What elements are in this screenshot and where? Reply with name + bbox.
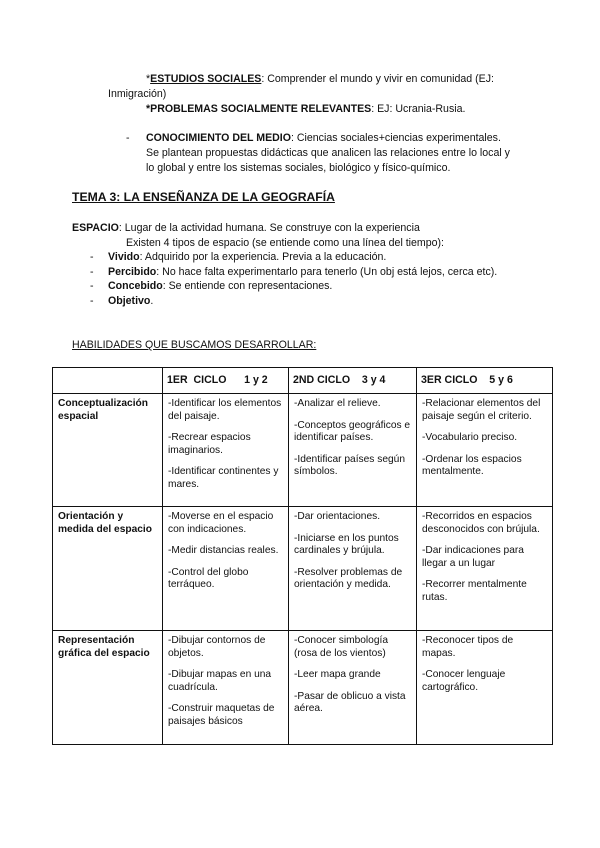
table-cell [417, 394, 553, 507]
cell-text: -Control del globo terráqueo. [168, 566, 249, 591]
table-header [53, 368, 163, 394]
cell-text: -Analizar el relieve. [294, 398, 381, 409]
conocimiento-bullet: - [126, 132, 130, 144]
table-cell [163, 394, 289, 507]
table-row [53, 507, 553, 631]
row-heading: Conceptualización espacial [53, 394, 163, 507]
cell-text: -Reconocer tipos de mapas. [422, 635, 514, 659]
table-cell [289, 631, 417, 745]
table-cell [163, 631, 289, 745]
item-text: . [150, 295, 154, 307]
espacio-label: ESPACIO [72, 222, 119, 234]
cell-text: -Conocer simbología (rosa de los vientos) [294, 635, 388, 659]
conocimiento-text: : Ciencias sociales+ciencias experimentales. [291, 132, 501, 144]
row-heading: Representación gráfica del espacio [53, 631, 163, 745]
conocimiento-line [146, 131, 501, 145]
problemas-label: *PROBLEMAS SOCIALMENTE RELEVANTES [146, 103, 372, 115]
conocimiento-label: CONOCIMIENTO DEL MEDIO [146, 132, 291, 144]
cell-text: -Ordenar los espacios mentalmente. [422, 453, 522, 478]
cell-text: -Resolver problemas de orientación y medida. [294, 566, 403, 591]
cell-text: -Conceptos geográficos e identificar países. [294, 419, 411, 444]
table-cell [417, 507, 553, 631]
espacio-item: - [90, 251, 94, 263]
table-header: 3ER CICLO 5 y 6 [417, 368, 553, 394]
item-label: Vivido [108, 251, 140, 263]
item-label: Percibido [108, 266, 157, 278]
espacio-line [72, 221, 420, 235]
tema-title: TEMA 3: LA ENSEÑANZA DE LA GEOGRAFÍA [72, 190, 335, 204]
item-text: : Se entiende con representaciones. [162, 280, 333, 292]
table-header-row [53, 368, 553, 394]
cell-text: -Recorrer mentalmente rutas. [422, 579, 527, 603]
espacio-item-concebido [108, 279, 332, 293]
cell-text: -Vocabulario preciso. [422, 432, 518, 444]
espacio-item-objetivo [108, 294, 153, 308]
row-heading: Orientación y medida del espacio [53, 507, 163, 631]
espacio-item-percibido [108, 265, 497, 279]
cell-text: -Dibujar mapas en una cuadrícula. [168, 669, 272, 693]
table-cell [417, 631, 553, 745]
cell-text: -Leer mapa grande [294, 669, 381, 681]
espacio-item: - [90, 266, 94, 278]
table-header: 1ER CICLO 1 y 2 [163, 368, 289, 394]
cell-text: -Relacionar elementos del paisaje según el criterio. [422, 398, 541, 422]
habilidades-title: HABILIDADES QUE BUSCAMOS DESARROLLAR: [72, 339, 317, 351]
cell-text: -Pasar de oblicuo a vista aérea. [294, 690, 406, 715]
cell-text: -Medir distancias reales. [168, 545, 279, 557]
cell-text: -Identificar continentes y mares. [168, 466, 279, 490]
problemas-text: : EJ: Ucrania-Rusia. [371, 103, 466, 115]
table-row [53, 394, 553, 507]
habilidades-table [52, 367, 553, 745]
item-label: Concebido [108, 280, 163, 292]
espacio-line2: Existen 4 tipos de espacio (se entiende como una línea del tiempo): [126, 237, 445, 249]
cell-text: -Conocer lenguaje cartográfico. [422, 669, 506, 693]
estudios-sociales-line [146, 72, 494, 86]
table-cell [289, 507, 417, 631]
espacio-text: : Lugar de la actividad humana. Se construye con la experiencia [118, 222, 420, 234]
cell-text: -Recorridos en espacios desconocidos con brújula. [422, 511, 540, 535]
table-header: 2ND CICLO 3 y 4 [289, 368, 417, 394]
cell-text: -Dibujar contornos de objetos. [168, 635, 266, 659]
cell-text: -Iniciarse en los puntos cardinales y brújula. [294, 532, 399, 557]
table-cell [163, 507, 289, 631]
bullet-star: * [146, 73, 151, 85]
item-text: : Adquirido por la experiencia. Previa a la educación. [139, 251, 387, 263]
table-row [53, 631, 553, 745]
cell-text: -Identificar los elementos del paisaje. [168, 398, 282, 422]
cell-text: -Dar indicaciones para llegar a un lugar [422, 545, 524, 569]
cell-text: -Moverse en el espacio con indicaciones. [168, 511, 274, 535]
conocimiento-line2: Se plantean propuestas didácticas que analicen las relaciones entre lo local y [146, 147, 510, 159]
cell-text: -Dar orientaciones. [294, 511, 381, 522]
cell-text: -Recrear espacios imaginarios. [168, 432, 251, 456]
item-label: Objetivo [108, 295, 151, 307]
cell-text: -Construir maquetas de paisajes básicos [168, 703, 275, 727]
table-cell [289, 394, 417, 507]
espacio-item: - [90, 295, 94, 307]
estudios-sociales-label: ESTUDIOS SOCIALES [150, 73, 262, 85]
cell-text: -Identificar países según símbolos. [294, 453, 405, 478]
item-text: : No hace falta experimentarlo para tenerlo (Un obj está lejos, cerca etc). [156, 266, 498, 278]
problemas-line [146, 102, 465, 116]
estudios-sociales-text: : Comprender el mundo y vivir en comunidad (EJ: [261, 73, 494, 85]
espacio-item: - [90, 280, 94, 292]
estudios-sociales-cont: Inmigración) [108, 88, 167, 100]
conocimiento-line3: lo global y entre los sistemas sociales, biológico y físico-químico. [146, 162, 451, 174]
espacio-item-vivido [108, 250, 386, 264]
